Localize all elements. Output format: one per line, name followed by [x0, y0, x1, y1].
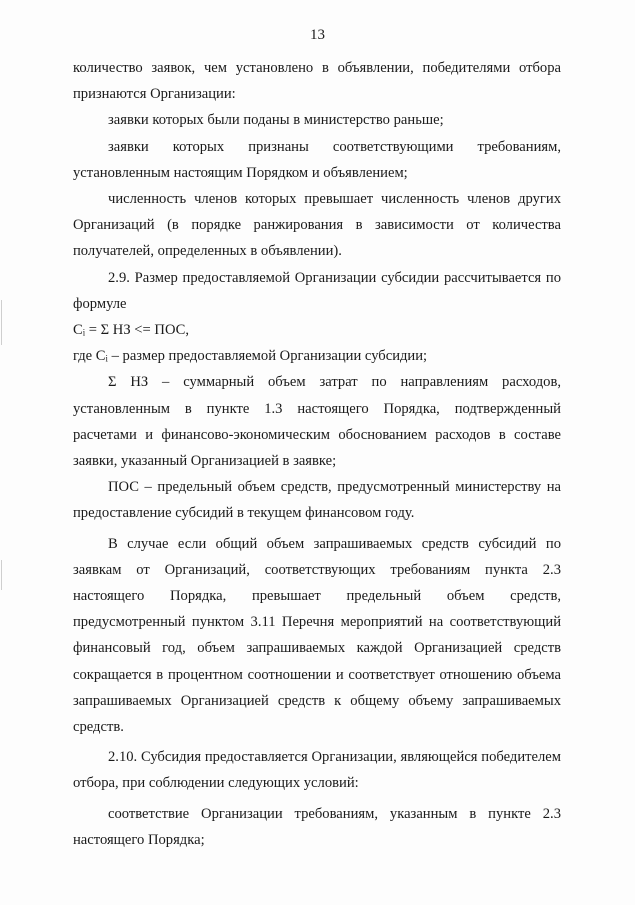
formula: Cᵢ = Σ НЗ <= ПОС, [73, 322, 190, 339]
paragraph: численность членов которых превышает численность членов других Организаций (в порядке ранжирования в зависимости от количества получателей, определенных в объявлении). [73, 191, 561, 260]
document-body [73, 55, 561, 853]
paragraph: соответствие Организации требованиям, указанным в пункте 2.3 настоящего Порядка; [73, 805, 561, 848]
paragraph: В случае если общий объем запрашиваемых средств субсидий по заявкам от Организаций, соответствующих требованиям пункта 2.3 настоящего Порядка, превышает предельный объем средств, предусмотренный пунктом 3.11 Перечня мероприятий на соответствующий финансовый год, объем запрашиваемых каждой Организацией средств сокращается в процентном соотношении и соответствует отношению объема запрашиваемых Организацией средств к общему объему запрашиваемых средств. [73, 535, 561, 736]
paragraph: заявки которых были поданы в министерство раньше; [108, 112, 444, 129]
scan-edge-mark [1, 300, 2, 345]
paragraph: заявки которых признаны соответствующими требованиям, установленным настоящим Порядком и объявлением; [73, 138, 561, 181]
paragraph: где Cᵢ – размер предоставляемой Организации субсидии; [73, 348, 428, 365]
paragraph: Σ НЗ – суммарный объем затрат по направлениям расходов, установленным в пункте 1.3 настоящего Порядка, подтвержденный расчетами и финансово-экономическим обоснованием расходов в составе заявки, указанный Организацией в заявке; [73, 374, 561, 470]
paragraph: ПОС – предельный объем средств, предусмотренный министерству на предоставление субсидий в текущем финансовом году. [73, 479, 561, 522]
page-number: 13 [310, 27, 325, 43]
scan-edge-mark [1, 560, 2, 590]
paragraph: 2.9. Размер предоставляемой Организации субсидии рассчитывается по формуле [73, 269, 561, 312]
paragraph: количество заявок, чем установлено в объявлении, победителями отбора признаются Организации: [73, 60, 561, 103]
paragraph: 2.10. Субсидия предоставляется Организации, являющейся победителем отбора, при соблюдении следующих условий: [73, 749, 561, 792]
